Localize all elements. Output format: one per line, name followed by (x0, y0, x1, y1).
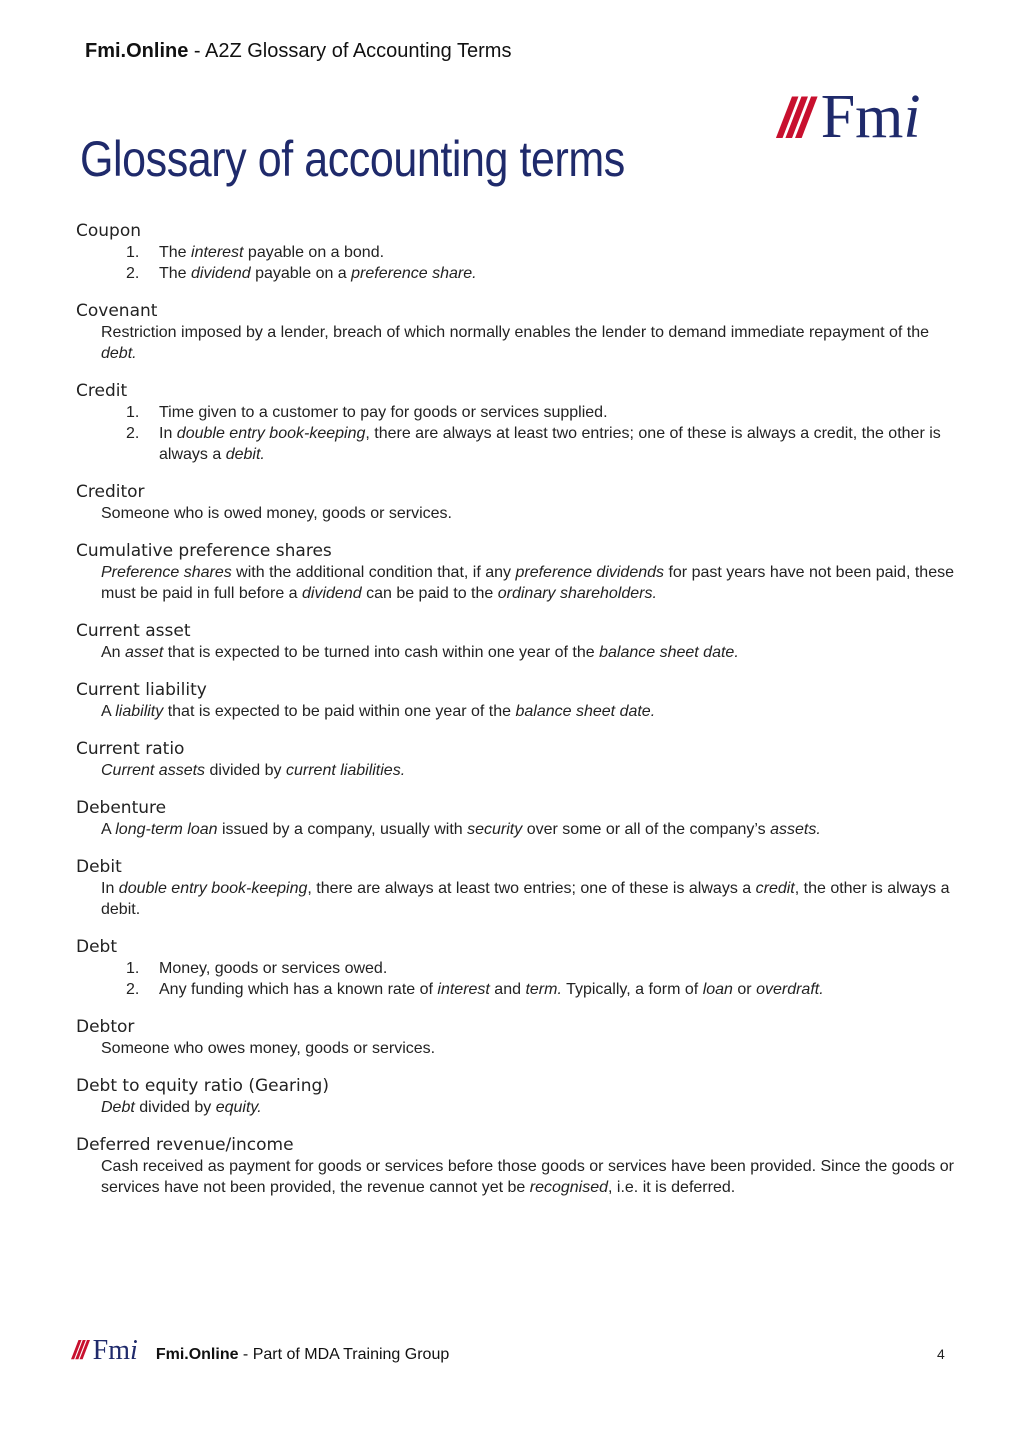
page-header (85, 40, 511, 63)
glossary-entry (76, 1016, 956, 1059)
definition-text: issued by a company, usually with (217, 821, 468, 838)
page-number: 4 (937, 1346, 945, 1362)
definition-text: , the other is always a debit. (101, 880, 950, 918)
emphasized-term: Preference shares (101, 564, 232, 581)
definition-text: An (101, 644, 126, 661)
emphasized-term: balance sheet date. (515, 703, 656, 720)
glossary-term: Coupon (76, 221, 142, 241)
page-footer (72, 1335, 449, 1367)
glossary-term: Creditor (76, 482, 145, 502)
emphasized-term: double entry book-keeping (118, 880, 308, 897)
emphasized-term: asset (125, 644, 164, 661)
definition-text: Money, goods or services owed. (159, 960, 388, 977)
definition (101, 701, 956, 722)
definition (101, 760, 956, 781)
definition-text: divided by (134, 1099, 216, 1116)
definition (101, 1156, 956, 1198)
definition-item (126, 402, 956, 423)
glossary-term: Debt (76, 937, 118, 957)
glossary-term: Deferred revenue/income (76, 1135, 294, 1155)
definition-text: Any funding which has a known rate of (159, 981, 438, 998)
emphasized-term: dividend (191, 265, 251, 282)
glossary-entry (76, 220, 956, 284)
definition-text: A (101, 821, 116, 838)
footer-text: Fmi.Online - Part of MDA Training Group (155, 1346, 450, 1363)
definition-text: payable on a bond. (243, 244, 385, 261)
emphasized-term: balance sheet date. (599, 644, 739, 661)
definition-text: Someone who is owed money, goods or services. (101, 505, 452, 522)
definition-text: with the additional condition that, if any (231, 564, 516, 581)
definition-text: , i.e. it is deferred. (608, 1179, 736, 1196)
emphasized-term: Current assets (101, 762, 206, 779)
definition-number: 1. (126, 244, 140, 261)
definition-number: 1. (126, 404, 140, 421)
page-title: Glossary of accounting terms (80, 130, 625, 187)
emphasized-term: Debt (101, 1099, 135, 1116)
definition-text: and (489, 981, 526, 998)
definition (101, 562, 956, 604)
glossary-term: Debenture (76, 798, 167, 818)
glossary-entry (76, 679, 956, 722)
definition (101, 503, 956, 524)
definition-text: payable on a (250, 265, 352, 282)
header-brand: Fmi.Online (85, 40, 189, 62)
glossary-term: Credit (76, 381, 128, 401)
glossary-term: Debt to equity ratio (Gearing) (76, 1076, 329, 1096)
definition-item (126, 263, 956, 284)
definition (101, 1097, 956, 1118)
footer-logo-wordmark: Fmi (92, 1335, 138, 1366)
definition-number: 2. (126, 981, 140, 998)
definition-text: , there are always at least two entries; one of these is always a credit, the other is always a (159, 425, 941, 463)
definition-item (126, 242, 956, 263)
definition-text: In (159, 425, 177, 442)
emphasized-term: ordinary shareholders. (497, 585, 657, 602)
glossary-entry (76, 1134, 956, 1198)
definition-text: or (732, 981, 757, 998)
definition-number: 1. (126, 960, 140, 977)
definition-text: divided by (205, 762, 286, 779)
glossary-term: Debtor (76, 1017, 135, 1037)
glossary-entry (76, 1075, 956, 1118)
glossary-entry (76, 540, 956, 604)
glossary-entry (76, 300, 956, 364)
glossary-term: Debit (76, 857, 122, 877)
emphasized-term: credit (755, 880, 795, 897)
emphasized-term: current liabilities. (285, 762, 406, 779)
definition-text: Cash received as payment for goods or services before those goods or services have been provided. Since the goods or services have not been provided, the revenue cannot yet be (101, 1158, 954, 1196)
glossary-term: Current liability (76, 680, 207, 700)
definition-text: Time given to a customer to pay for goods or services supplied. (159, 404, 608, 421)
emphasized-term: loan (702, 981, 733, 998)
emphasized-term: debit. (225, 446, 265, 463)
definition (101, 642, 956, 663)
glossary-term: Current ratio (76, 739, 185, 759)
definition-text: for past years have not been paid, these must be paid in full before a (101, 564, 954, 602)
glossary-term: Cumulative preference shares (76, 541, 332, 561)
definition (101, 878, 956, 920)
glossary-entry (76, 856, 956, 920)
emphasized-term: preference dividends (515, 564, 665, 581)
glossary-entry (76, 797, 956, 840)
emphasized-term: liability (115, 703, 164, 720)
definition (101, 819, 956, 840)
glossary-entry (76, 620, 956, 663)
glossary-term: Covenant (76, 301, 158, 321)
definition-text: Typically, a form of (561, 981, 703, 998)
definition-list (126, 402, 956, 465)
glossary-entry (76, 738, 956, 781)
definition-text: over some or all of the company’s (522, 821, 771, 838)
glossary-entry (76, 380, 956, 465)
definition (101, 322, 956, 364)
definition-text: that is expected to be paid within one year of the (163, 703, 516, 720)
definition-text: can be paid to the (361, 585, 498, 602)
emphasized-term: long-term loan (115, 821, 218, 838)
definition-text: that is expected to be turned into cash within one year of the (163, 644, 600, 661)
glossary-term: Current asset (76, 621, 191, 641)
emphasized-term: preference share. (351, 265, 477, 282)
emphasized-term: interest (191, 244, 244, 261)
emphasized-term: double entry book-keeping (176, 425, 366, 442)
logo-bars-icon: /// (778, 86, 807, 149)
emphasized-term: assets. (770, 821, 821, 838)
glossary-entries (76, 220, 956, 1214)
footer-logo-bars-icon: /// (72, 1335, 85, 1365)
definition-item (126, 958, 956, 979)
definition-list (126, 958, 956, 1000)
emphasized-term: recognised (529, 1179, 609, 1196)
glossary-entry (76, 481, 956, 524)
definition-text: The (159, 265, 192, 282)
emphasized-term: interest (437, 981, 490, 998)
glossary-entry (76, 936, 956, 1000)
emphasized-term: term. (525, 981, 562, 998)
definition-text: In (101, 880, 119, 897)
emphasized-term: security (467, 821, 523, 838)
fmi-logo (778, 82, 921, 153)
definition-item (126, 423, 956, 465)
definition-number: 2. (126, 265, 140, 282)
emphasized-term: debt. (101, 345, 137, 362)
definition-text: Restriction imposed by a lender, breach of which normally enables the lender to demand immediate repayment of the (101, 324, 930, 341)
definition-text: , there are always at least two entries; one of these is always a (307, 880, 756, 897)
definition-text: The (159, 244, 192, 261)
definition-item (126, 979, 956, 1000)
definition (101, 1038, 956, 1059)
definition-text: A (101, 703, 116, 720)
definition-text: Someone who owes money, goods or services. (101, 1040, 436, 1057)
logo-wordmark: Fmi (820, 83, 921, 151)
header-subtitle: - A2Z Glossary of Accounting Terms (188, 40, 512, 62)
definition-list (126, 242, 956, 284)
definition-number: 2. (126, 425, 140, 442)
emphasized-term: dividend (302, 585, 362, 602)
emphasized-term: equity. (215, 1099, 262, 1116)
emphasized-term: overdraft. (756, 981, 824, 998)
